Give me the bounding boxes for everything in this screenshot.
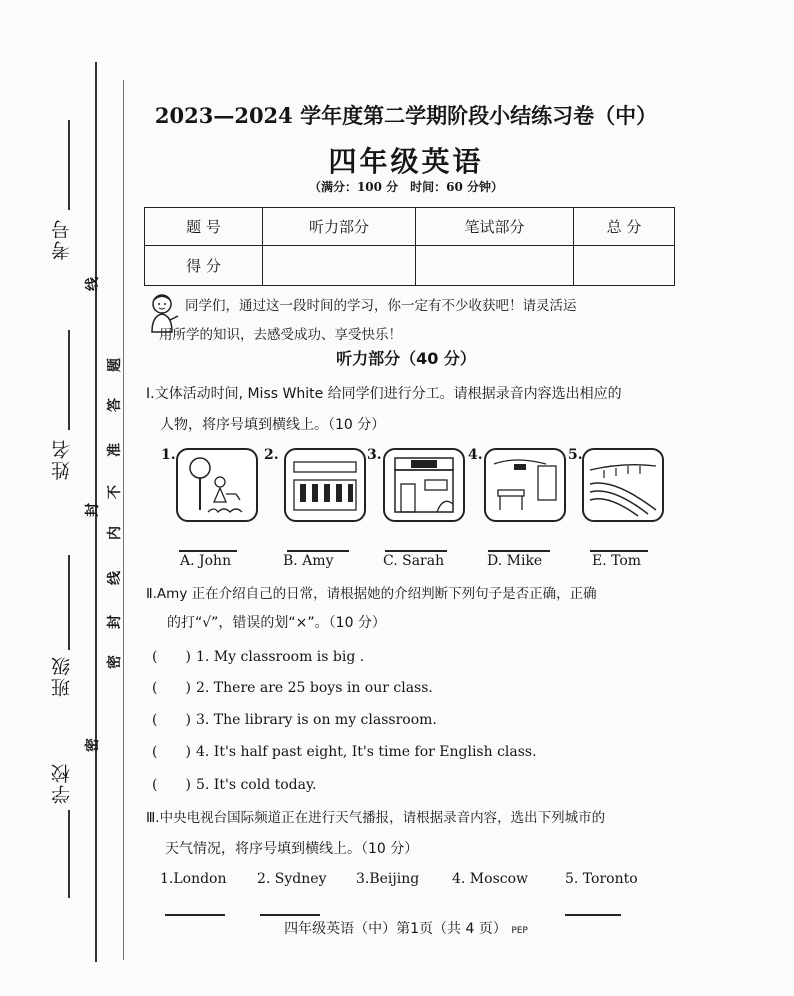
answer-blank[interactable] [260, 914, 320, 916]
score-cell[interactable] [263, 246, 416, 286]
part3-instruction: 天气情况，将序号填到横线上。（10 分） [165, 841, 419, 857]
part1-instruction: Ⅰ.文体活动时间, Miss White 给同学们进行分工。请根据录音内容选出相应的 [146, 386, 622, 402]
listening-section-title: 听力部分（40 分） [336, 349, 476, 368]
judge-item [152, 649, 364, 665]
intro-text [159, 292, 685, 350]
seal-char: 答 [107, 398, 123, 412]
part1-instruction: 人物，将序号填到横线上。（10 分） [160, 417, 386, 433]
name-blank [68, 330, 70, 430]
option-name: E. Tom [592, 553, 642, 569]
score-time-info: （满分：100 分 时间：60 分钟） [308, 180, 504, 194]
answer-parens[interactable]: ( ) [152, 680, 191, 696]
part2-instruction: 的打“√”，错误的划“×”。（10 分） [167, 615, 386, 631]
answer-blank[interactable] [165, 914, 225, 916]
judge-sentence: 3. The library is on my classroom. [196, 712, 437, 728]
seal-char: 线 [85, 277, 101, 291]
city-option: 4. Moscow [452, 871, 529, 887]
shop-picture [284, 448, 366, 522]
option-name: B. Amy [283, 553, 334, 569]
score-row-label: 得 分 [145, 246, 263, 286]
answer-parens[interactable]: ( ) [152, 712, 191, 728]
option-name: A. John [180, 553, 232, 569]
running-track-picture [582, 448, 664, 522]
seal-char: 不 [107, 485, 123, 499]
city-option: 3.Beijing [356, 871, 420, 887]
part2-instruction: Ⅱ.Amy 正在介绍自己的日常，请根据她的介绍判断下列句子是否正确，正确 [146, 586, 597, 602]
exam-number-label: 考号 [51, 218, 73, 260]
intro-line: 用所学的知识，去感受成功、享受快乐！ [159, 327, 402, 343]
option-name: C. Sarah [383, 553, 445, 569]
seal-char: 题 [107, 358, 123, 372]
judge-item [152, 680, 433, 696]
judge-sentence: 2. There are 25 boys in our class. [196, 680, 433, 696]
city-option: 5. Toronto [565, 871, 638, 887]
answer-parens[interactable]: ( ) [152, 649, 191, 665]
score-table-header: 总 分 [574, 208, 675, 246]
answer-blank[interactable] [590, 550, 648, 552]
class-label: 班级 [51, 655, 73, 697]
classroom-picture [484, 448, 566, 522]
city-option: 1.London [160, 871, 227, 887]
page-footer-text: 四年级英语（中）第1页（共 4 页） [284, 921, 507, 937]
edition-tag: PEP [511, 926, 528, 936]
binding-line-inner [123, 80, 124, 960]
judge-sentence: 5. It's cold today. [196, 777, 317, 793]
picture-number: 1. [161, 447, 176, 463]
answer-blank[interactable] [287, 550, 349, 552]
answer-blank[interactable] [385, 550, 447, 552]
building-picture [383, 448, 465, 522]
seal-char: 准 [107, 443, 123, 457]
judge-item [152, 712, 437, 728]
score-table-header: 笔试部分 [416, 208, 574, 246]
seal-char: 线 [107, 571, 123, 585]
subject-title: 四年级英语 [328, 145, 484, 178]
score-cell[interactable] [416, 246, 574, 286]
city-option: 2. Sydney [257, 871, 327, 887]
judge-sentence: 4. It's half past eight, It's time for English class. [196, 744, 537, 760]
score-table-header: 题 号 [145, 208, 263, 246]
picture-number: 2. [264, 447, 279, 463]
school-label: 学校 [51, 762, 73, 804]
gardening-picture [176, 448, 258, 522]
judge-sentence: 1. My classroom is big . [196, 649, 365, 665]
answer-parens[interactable]: ( ) [152, 777, 191, 793]
exam-title: 2023—2024 学年度第二学期阶段小结练习卷（中） [154, 103, 658, 128]
judge-item [152, 744, 537, 760]
seal-char: 封 [85, 503, 101, 517]
school-blank [68, 810, 70, 898]
seal-char: 内 [107, 526, 123, 540]
page-footer [0, 918, 794, 938]
part3-instruction: Ⅲ.中央电视台国际频道正在进行天气播报，请根据录音内容，选出下列城市的 [146, 810, 606, 826]
answer-blank[interactable] [488, 550, 550, 552]
seal-char: 密 [107, 655, 123, 669]
seal-char: 封 [107, 615, 123, 629]
answer-parens[interactable]: ( ) [152, 744, 191, 760]
picture-number: 5. [568, 447, 583, 463]
option-name: D. Mike [487, 553, 543, 569]
seal-char: 密 [85, 738, 101, 752]
intro-line: 同学们，通过这一段时间的学习，你一定有不少收获吧！请灵活运 [185, 298, 577, 314]
name-label: 姓名 [51, 438, 73, 480]
answer-blank[interactable] [565, 914, 621, 916]
score-cell[interactable] [574, 246, 675, 286]
picture-number: 4. [468, 447, 483, 463]
score-table-header: 听力部分 [263, 208, 416, 246]
judge-item [152, 777, 316, 793]
class-blank [68, 555, 70, 650]
answer-blank[interactable] [179, 550, 237, 552]
picture-number: 3. [367, 447, 382, 463]
score-table [144, 207, 675, 286]
